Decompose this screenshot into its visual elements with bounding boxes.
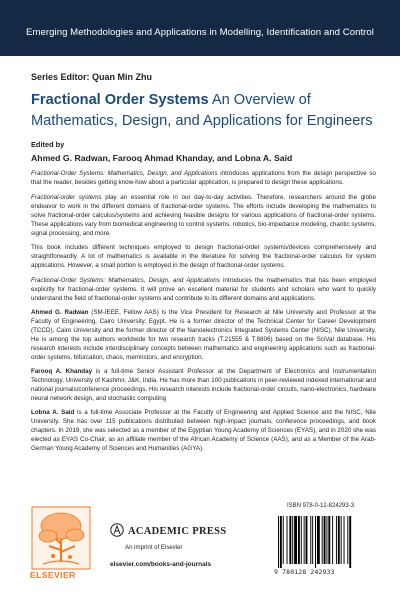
paragraph-techniques: This book includes different techniques employed to design fractional-order systems/devices comprehensively and straightforwardly. A lot of mathematics is available in the literature for solving the fractional-order calculus for system applications. However, a small portion is employed in the design of fractional-order systems. xyxy=(31,244,376,269)
academic-press-logo xyxy=(110,523,226,537)
bio-radwan xyxy=(31,308,376,362)
book-title xyxy=(31,90,376,132)
bio-text: is a full-time Senior Assistant Professor at the Department of Electronics and Instrumentation Technology, University of Kashmir, J&K, India. He has more than 100 publications in peer-reviewed indexed international and national journals/conference proceedings. His research interests include fractional-order circuits, nano-electronics, hardware neural network design, and stochastic computing xyxy=(31,368,376,402)
barcode-bar xyxy=(289,516,291,564)
book-subtitle: An Overview of Mathematics, Design, and Applications for Engineers xyxy=(31,92,373,129)
barcode-icon xyxy=(274,514,378,568)
barcode-bar xyxy=(324,516,326,564)
barcode-bar xyxy=(344,516,345,564)
barcode-bar xyxy=(341,516,342,564)
bio-said xyxy=(31,408,376,453)
barcode-bar xyxy=(310,516,311,564)
book-title-ref: Fractional-Order Systems: Mathematics, Design, and Applications xyxy=(31,276,220,284)
edited-by-label: Edited by xyxy=(31,140,65,149)
elsevier-wordmark: ELSEVIER xyxy=(30,570,76,580)
paragraph-intro xyxy=(31,169,376,187)
editor-names: Ahmed G. Radwan, Farooq Ahmad Khanday, and Lobna A. Said xyxy=(31,153,293,163)
barcode-bar xyxy=(278,516,279,568)
barcode-bar xyxy=(349,516,351,568)
barcode-bar xyxy=(301,516,302,564)
barcode-bar xyxy=(292,516,293,564)
barcode-bar xyxy=(294,516,297,564)
author-name: Ahmed G. Radwan xyxy=(31,309,89,316)
publisher-url[interactable]: elsevier.com/books-and-journals xyxy=(110,561,212,568)
author-name: Farooq A. Khanday xyxy=(31,368,93,375)
series-editor: Series Editor: Quan Min Zhu xyxy=(31,72,153,82)
paragraph-importance xyxy=(31,193,376,238)
imprint-line: An imprint of Elsevier xyxy=(125,544,183,551)
barcode-bar xyxy=(338,516,340,564)
barcode-bar xyxy=(332,516,333,564)
academic-press-name: ACADEMIC PRESS xyxy=(128,526,227,537)
isbn-label: ISBN 978-0-12-824293-3 xyxy=(287,503,355,509)
series-header-band xyxy=(0,0,400,56)
barcode-bar xyxy=(280,516,282,568)
book-title-main: Fractional Order Systems xyxy=(31,92,209,108)
barcode-bar xyxy=(336,516,337,564)
barcode-bar xyxy=(298,516,300,564)
barcode-bar xyxy=(283,516,284,564)
paragraph-audience xyxy=(31,276,376,303)
bio-text: is a full-time Associate Professor at the Faculty of Engineering and Applied Science and the NISC, Nile University. She has over 115 publications distributed between high-impact journals, conference proceedings, and book chapters. In 2019, she was selected as a member of the Egyptian Young Academy of Sciences (EYAS), and in 2020 she was elected as EYAS Co-Chair, as an affiliate member of the African Academy of Science (AAS), and as a Member of the Arab-German Young Academy of Sciences and Humanities (AGYA). xyxy=(31,409,376,452)
barcode-bar xyxy=(322,516,323,564)
barcode-bar xyxy=(326,516,327,564)
barcode-digits: 9 780128 242933 xyxy=(274,568,335,576)
back-cover-text xyxy=(31,169,376,458)
elsevier-tree-logo-icon xyxy=(31,506,91,572)
paragraph-text: play an essential role in our day-to-day activities. Therefore, researchers around the globe endeavor to work in the different domains of fractional-order systems. The efforts include developing the mathematics to solve fractional-order calculus/systems and achieving feasible designs for various applications of fractional-order systems. These applications vary from biomedical engineering to control systems, robotics, bio-impedance modeling, chaotic systems, signal processing, and more. xyxy=(31,193,376,237)
paragraph-text: introduces applications from the design perspective so that the reader, besides getting know-how about a particular application, is prepared to design these applications. xyxy=(31,170,376,186)
barcode-bar xyxy=(304,516,305,564)
bio-khanday xyxy=(31,367,376,403)
bio-text: (SM-IEEE, Fellow AAS) is the Vice President for Research at Nile University and Professor at the Faculty of Engineering, Cairo University, Egypt. He is a former director of the Technical Center for Career Development (TCCD), Cairo University and the former director of the Nanoelectronics Integrated Systems Center (NISC), Nile University. He is among the top authors worldwide for two research tracks (T.21555 & T.8806) based on the SciVal database. His research interests include interdisciplinary concepts between mathematics and engineering applications such as fractional-order systems, bifurcation, chaos, memristors, and encryption. xyxy=(31,309,376,361)
term-emphasis: Fractional-order systems xyxy=(31,193,102,201)
barcode-bar xyxy=(312,516,313,564)
barcode-bar xyxy=(328,516,330,564)
academic-press-mark-icon xyxy=(110,523,124,537)
barcode-bar xyxy=(287,516,288,564)
barcode-bar xyxy=(315,516,316,568)
barcode-bar xyxy=(317,516,320,564)
barcode-bar xyxy=(306,516,308,564)
paragraph-text: introduces the mathematics that has been employed explicitly for fractional-order systems. It will prove an excellent material for students and scholars who want to quickly understand the field of fractional-order systems and contribute to its different domains and applications. xyxy=(31,276,376,302)
author-name: Lobna A. Said xyxy=(31,409,75,416)
barcode-bar xyxy=(347,516,348,564)
series-title: Emerging Methodologies and Applications in Modelling, Identification and Control xyxy=(26,27,374,38)
book-title-ref: Fractional-Order Systems: Mathematics, Design, and Applications xyxy=(31,170,218,177)
